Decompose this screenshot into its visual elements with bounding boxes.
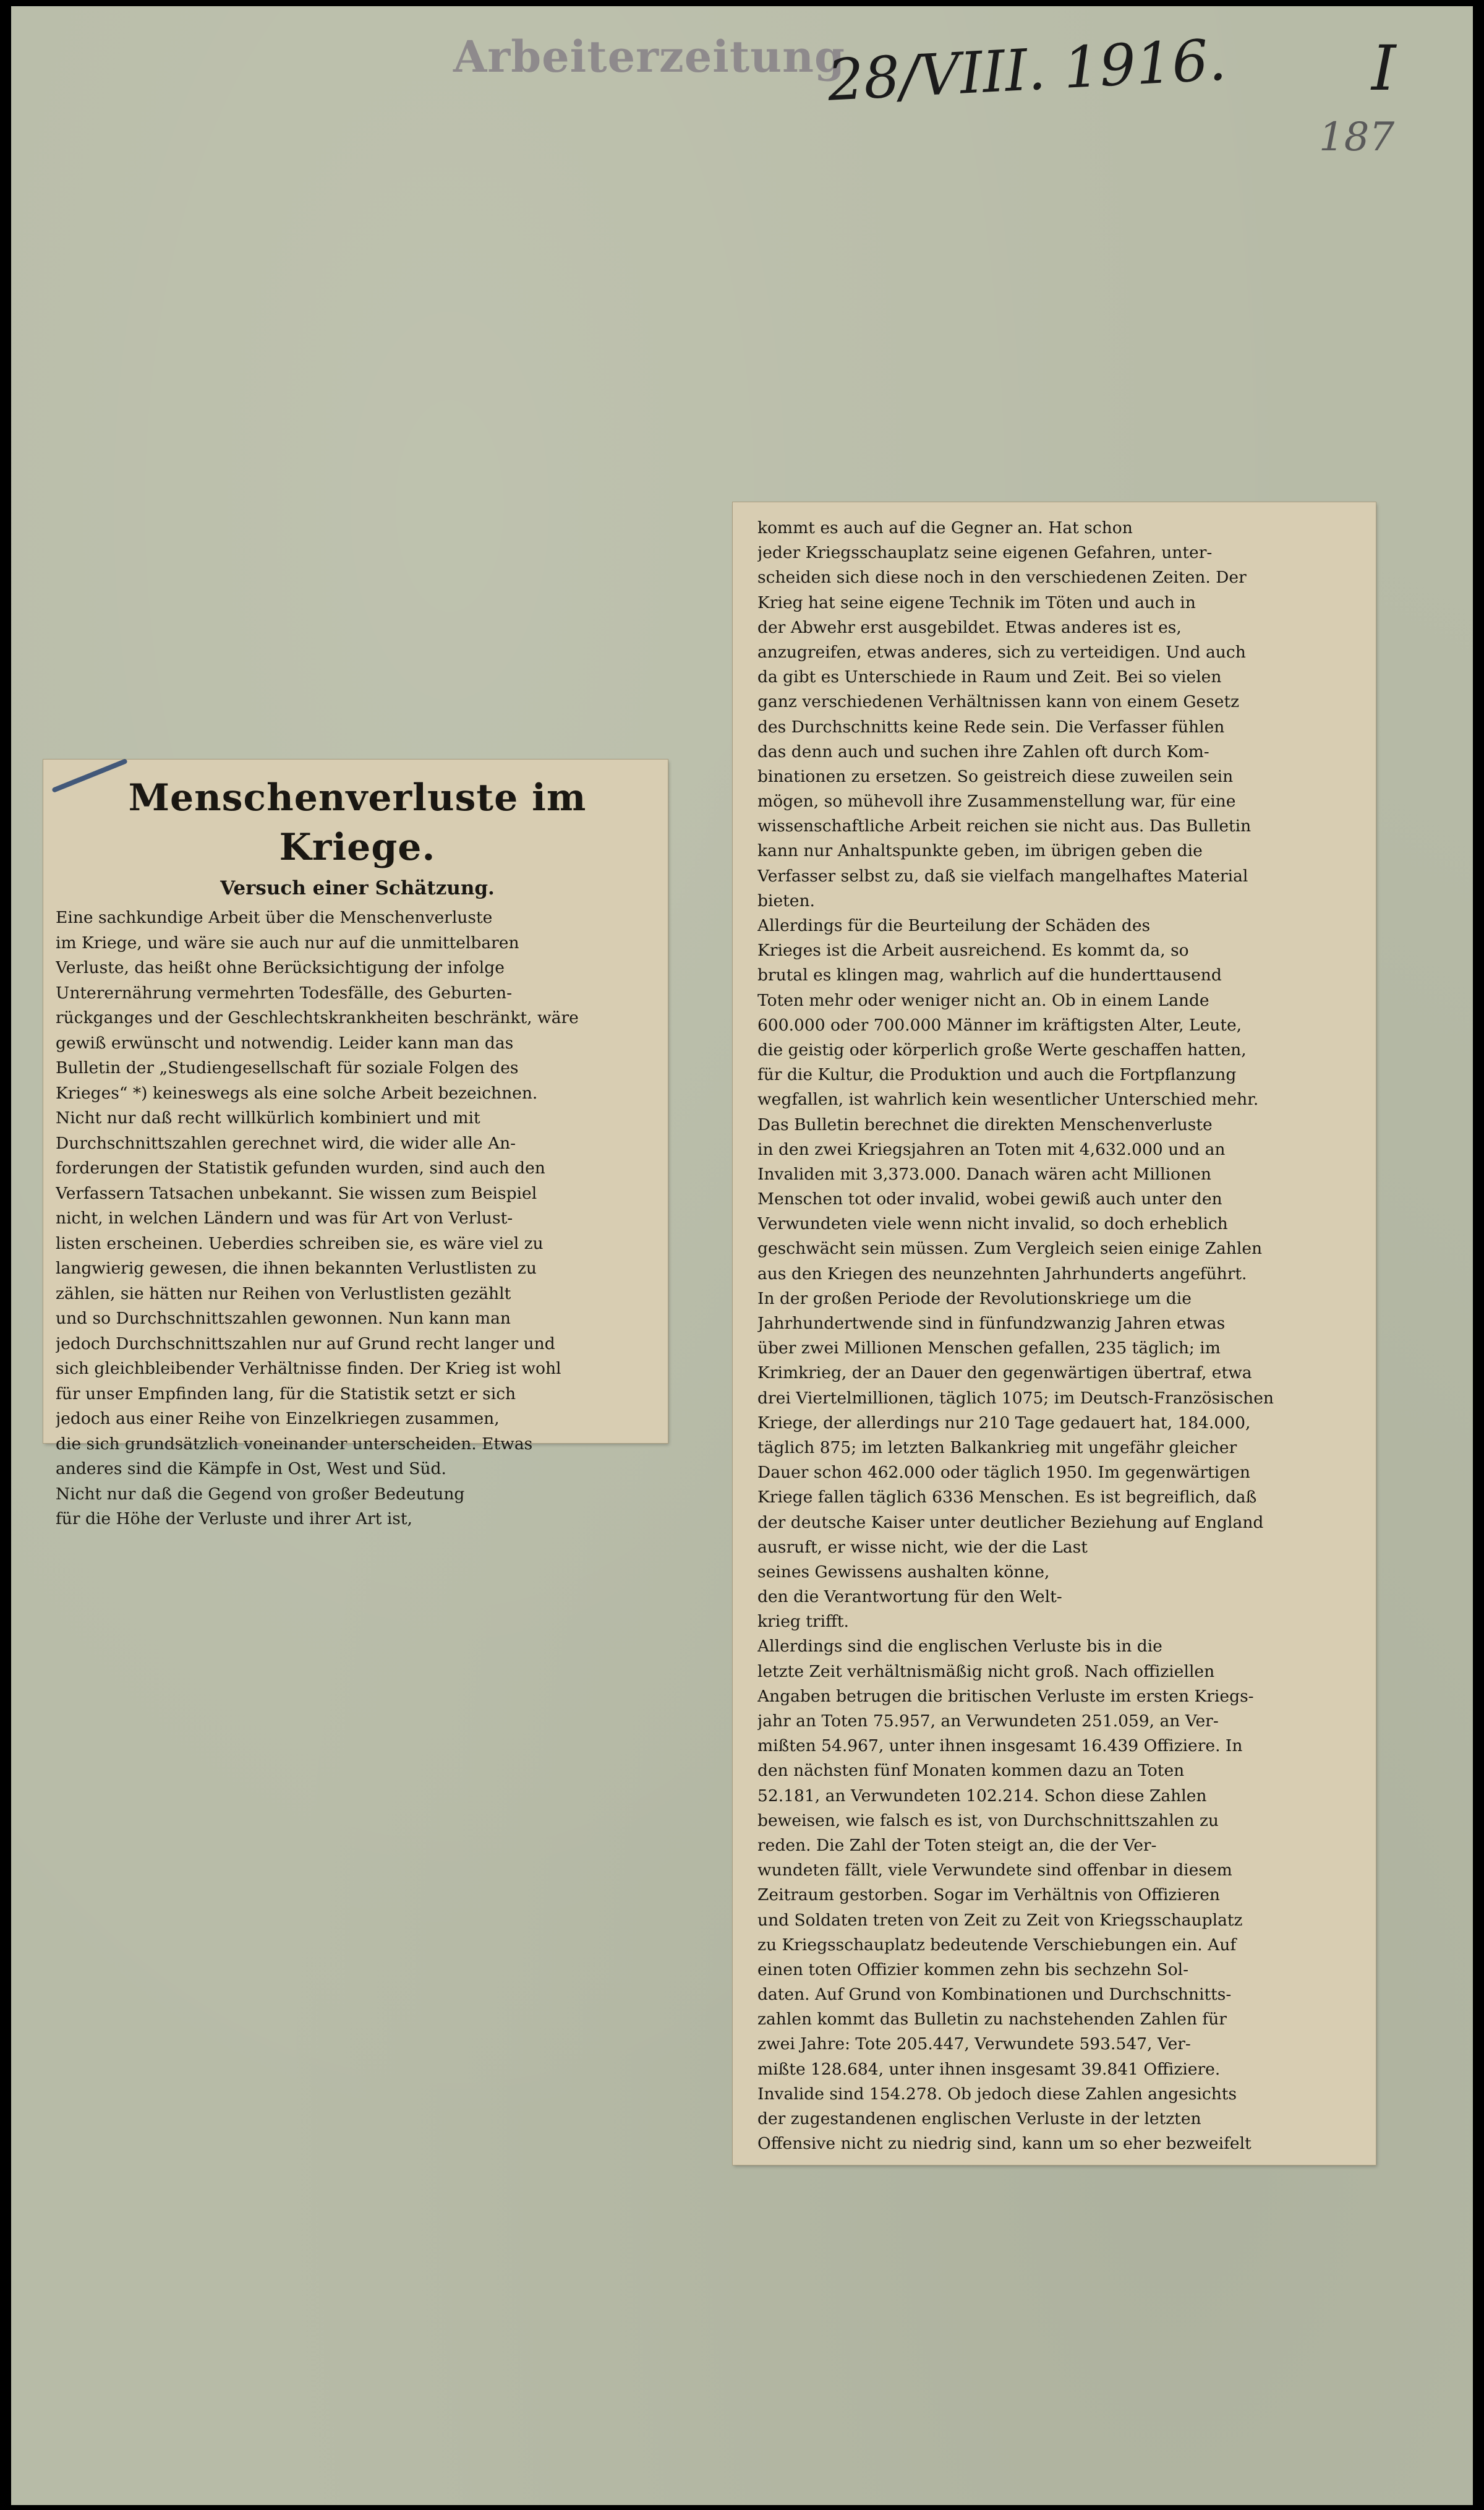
text-line: jedoch Durchschnittszahlen nur auf Grund recht langer und <box>56 1334 555 1353</box>
text-line: Angaben betrugen die britischen Verluste im ersten Kriegs- <box>757 1686 1254 1706</box>
text-line: brutal es klingen mag, wahrlich auf die hunderttausend <box>757 966 1222 985</box>
text-line: jedoch aus einer Reihe von Einzelkriegen zusammen, <box>56 1409 500 1428</box>
text-line: Zeitraum gestorben. Sogar im Verhältnis von Offizieren <box>757 1885 1220 1905</box>
text-line: einen toten Offizier kommen zehn bis sechzehn Sol- <box>757 1960 1189 1979</box>
text-line: im Kriege, und wäre sie auch nur auf die unmittelbaren <box>56 933 519 953</box>
text-line: die sich grundsätzlich voneinander unterscheiden. Etwas <box>56 1434 533 1454</box>
text-line: beweisen, wie falsch es ist, von Durchschnittszahlen zu <box>757 1810 1219 1830</box>
clipping-right <box>733 502 1376 2165</box>
text-line: 600.000 oder 700.000 Männer im kräftigsten Alter, Leute, <box>757 1015 1242 1035</box>
text-line: scheiden sich diese noch in den verschiedenen Zeiten. Der <box>757 568 1247 588</box>
text-line: langwierig gewesen, die ihnen bekannten Verlustlisten zu <box>56 1259 537 1278</box>
text-line: gewiß erwünscht und notwendig. Leider kann man das <box>56 1033 514 1053</box>
text-line: jahr an Toten 75.957, an Verwundeten 251.059, an Ver- <box>757 1711 1219 1731</box>
text-line: sich gleichbleibender Verhältnisse finden. Der Krieg ist wohl <box>56 1359 561 1378</box>
text-line: wegfallen, ist wahrlich kein wesentlicher Unterschied mehr. <box>757 1090 1259 1110</box>
text-line: Krieges“ *) keineswegs als eine solche Arbeit bezeichnen. <box>56 1083 538 1103</box>
text-line: Verluste, das heißt ohne Berücksichtigung der infolge <box>56 958 505 977</box>
text-line: Invalide sind 154.278. Ob jedoch diese Zahlen angesichts <box>757 2084 1237 2104</box>
text-line: kann nur Anhaltspunkte geben, im übrigen geben die <box>757 841 1203 861</box>
text-line: die geistig oder körperlich große Werte geschaffen hatten, <box>757 1040 1247 1060</box>
text-line: Toten mehr oder weniger nicht an. Ob in einem Lande <box>757 990 1209 1010</box>
text-line: zählen, sie hätten nur Reihen von Verlustlisten gezählt <box>56 1283 511 1303</box>
text-line: mögen, so mühevoll ihre Zusammenstellung war, für eine <box>757 792 1236 812</box>
article-right-body <box>757 516 1368 2156</box>
text-line: krieg trifft. <box>757 1612 849 1632</box>
text-line: den nächsten fünf Monaten kommen dazu an Toten <box>757 1761 1185 1781</box>
text-line: Krimkrieg, der an Dauer den gegenwärtigen übertraf, etwa <box>757 1363 1252 1383</box>
text-line: Eine sachkundige Arbeit über die Menschenverluste <box>56 908 493 927</box>
text-line: der Abwehr erst ausgebildet. Etwas anderes ist es, <box>757 617 1182 637</box>
text-line: das denn auch und suchen ihre Zahlen oft durch Kom- <box>757 742 1209 761</box>
text-line: Dauer schon 462.000 oder täglich 1950. Im gegenwärtigen <box>757 1463 1250 1483</box>
text-line: geschwächt sein müssen. Zum Vergleich seien einige Zahlen <box>757 1239 1263 1259</box>
text-line: täglich 875; im letzten Balkankrieg mit ungefähr gleicher <box>757 1437 1237 1457</box>
text-line: der deutsche Kaiser unter deutlicher Beziehung auf England <box>757 1512 1264 1532</box>
article-left-body <box>56 906 659 1532</box>
article-subheadline: Versuch einer Schätzung. <box>220 877 495 899</box>
text-line: Allerdings für die Beurteilung der Schäden des <box>757 916 1151 935</box>
text-line: Offensive nicht zu niedrig sind, kann um so eher bezweifelt <box>757 2134 1252 2154</box>
text-line: für unser Empfinden lang, für die Statistik setzt er sich <box>56 1384 516 1403</box>
text-line: und Soldaten treten von Zeit zu Zeit von Kriegsschauplatz <box>757 1910 1243 1930</box>
text-line: drei Viertelmillionen, täglich 1075; im Deutsch-Französischen <box>757 1388 1274 1408</box>
text-line: und so Durchschnittszahlen gewonnen. Nun kann man <box>56 1309 511 1328</box>
text-line: reden. Die Zahl der Toten steigt an, die der Ver- <box>757 1835 1157 1855</box>
text-line: Krieges ist die Arbeit ausreichend. Es kommt da, so <box>757 941 1189 961</box>
newspaper-stamp: Arbeiterzeitung <box>453 31 845 82</box>
text-line: In der großen Periode der Revolutionskriege um die <box>757 1288 1192 1308</box>
text-line: seines Gewissens aushalten könne, <box>757 1562 1050 1582</box>
text-line: den die Verantwortung für den Welt- <box>757 1587 1062 1607</box>
folio-number: 187 <box>1319 114 1395 160</box>
text-line: für die Höhe der Verluste und ihrer Art ist, <box>56 1509 412 1528</box>
text-line: nicht, in welchen Ländern und was für Art von Verlust- <box>56 1209 513 1228</box>
text-line: letzte Zeit verhältnismäßig nicht groß. Nach offiziellen <box>757 1661 1215 1681</box>
text-line: Kriege fallen täglich 6336 Menschen. Es ist begreiflich, daß <box>757 1488 1257 1507</box>
text-line: ausruft, er wisse nicht, wie der die Last <box>757 1537 1088 1557</box>
text-line: Das Bulletin berechnet die direkten Menschenverluste <box>757 1115 1213 1134</box>
text-line: binationen zu ersetzen. So geistreich diese zuweilen sein <box>757 766 1234 786</box>
text-line: zwei Jahre: Tote 205.447, Verwundete 593.547, Ver- <box>757 2034 1191 2054</box>
text-line: 52.181, an Verwundeten 102.214. Schon diese Zahlen <box>757 1786 1207 1805</box>
text-line: listen erscheinen. Ueberdies schreiben sie, es wäre viel zu <box>56 1233 544 1253</box>
text-line: wundeten fällt, viele Verwundete sind offenbar in diesem <box>757 1861 1232 1880</box>
text-line: für die Kultur, die Produktion und auch die Fortpflanzung <box>757 1065 1237 1085</box>
text-line: zahlen kommt das Bulletin zu nachstehenden Zahlen für <box>757 2010 1227 2029</box>
text-line: Nicht nur daß recht willkürlich kombiniert und mit <box>56 1108 480 1128</box>
text-line: rückganges und der Geschlechtskrankheiten beschränkt, wäre <box>56 1008 579 1027</box>
text-line: Krieg hat seine eigene Technik im Töten und auch in <box>757 593 1196 612</box>
text-line: anzugreifen, etwas anderes, sich zu verteidigen. Und auch <box>757 642 1246 662</box>
text-line: Unterernährung vermehrten Todesfälle, des Geburten- <box>56 983 513 1003</box>
text-line: Bulletin der „Studiengesellschaft für soziale Folgen des <box>56 1058 519 1077</box>
handwritten-date: 28/VIII. 1916. <box>825 27 1228 114</box>
text-line: forderungen der Statistik gefunden wurden, sind auch den <box>56 1159 545 1178</box>
text-line: ganz verschiedenen Verhältnissen kann von einem Gesetz <box>757 692 1240 712</box>
text-line: kommt es auch auf die Gegner an. Hat schon <box>757 518 1133 538</box>
text-line: Kriege, der allerdings nur 210 Tage gedauert hat, 184.000, <box>757 1413 1251 1433</box>
text-line: jeder Kriegsschauplatz seine eigenen Gefahren, unter- <box>757 543 1213 563</box>
text-line: Verfassern Tatsachen unbekannt. Sie wissen zum Beispiel <box>56 1183 537 1203</box>
text-line: aus den Kriegen des neunzehnten Jahrhunderts angeführt. <box>757 1264 1247 1283</box>
text-line: mißte 128.684, unter ihnen insgesamt 39.841 Offiziere. <box>757 2059 1221 2079</box>
handwritten-roman-numeral: I <box>1371 32 1396 105</box>
text-line: Verfasser selbst zu, daß sie vielfach mangelhaftes Material <box>757 866 1248 886</box>
text-line: der zugestandenen englischen Verluste in der letzten <box>757 2109 1201 2128</box>
text-line: daten. Auf Grund von Kombinationen und Durchschnitts- <box>757 1985 1232 2005</box>
text-line: über zwei Millionen Menschen gefallen, 235 täglich; im <box>757 1339 1221 1358</box>
text-line: da gibt es Unterschiede in Raum und Zeit. Bei so vielen <box>757 667 1222 687</box>
text-line: Durchschnittszahlen gerechnet wird, die wider alle An- <box>56 1133 516 1153</box>
article-headline: Menschenverluste im Kriege. <box>128 776 587 869</box>
text-line: Menschen tot oder invalid, wobei gewiß auch unter den <box>757 1189 1222 1209</box>
text-line: des Durchschnitts keine Rede sein. Die Verfasser fühlen <box>757 717 1225 737</box>
text-line: Verwundeten viele wenn nicht invalid, so doch erheblich <box>757 1214 1228 1234</box>
text-line: in den zwei Kriegsjahren an Toten mit 4,632.000 und an <box>757 1139 1226 1159</box>
text-line: zu Kriegsschauplatz bedeutende Verschiebungen ein. Auf <box>757 1935 1237 1955</box>
clipping-left <box>43 760 668 1528</box>
text-line: Jahrhundertwende sind in fünfundzwanzig Jahren etwas <box>757 1314 1226 1333</box>
text-line: anderes sind die Kämpfe in Ost, West und Süd. <box>56 1459 446 1478</box>
text-line: bieten. <box>757 891 815 910</box>
text-line: Invaliden mit 3,373.000. Danach wären acht Millionen <box>757 1164 1211 1184</box>
text-line: Allerdings sind die englischen Verluste bis in die <box>757 1637 1162 1656</box>
text-line: wissenschaftliche Arbeit reichen sie nicht aus. Das Bulletin <box>757 816 1252 836</box>
text-line: Nicht nur daß die Gegend von großer Bedeutung <box>56 1484 465 1504</box>
text-line: mißten 54.967, unter ihnen insgesamt 16.439 Offiziere. In <box>757 1736 1243 1756</box>
